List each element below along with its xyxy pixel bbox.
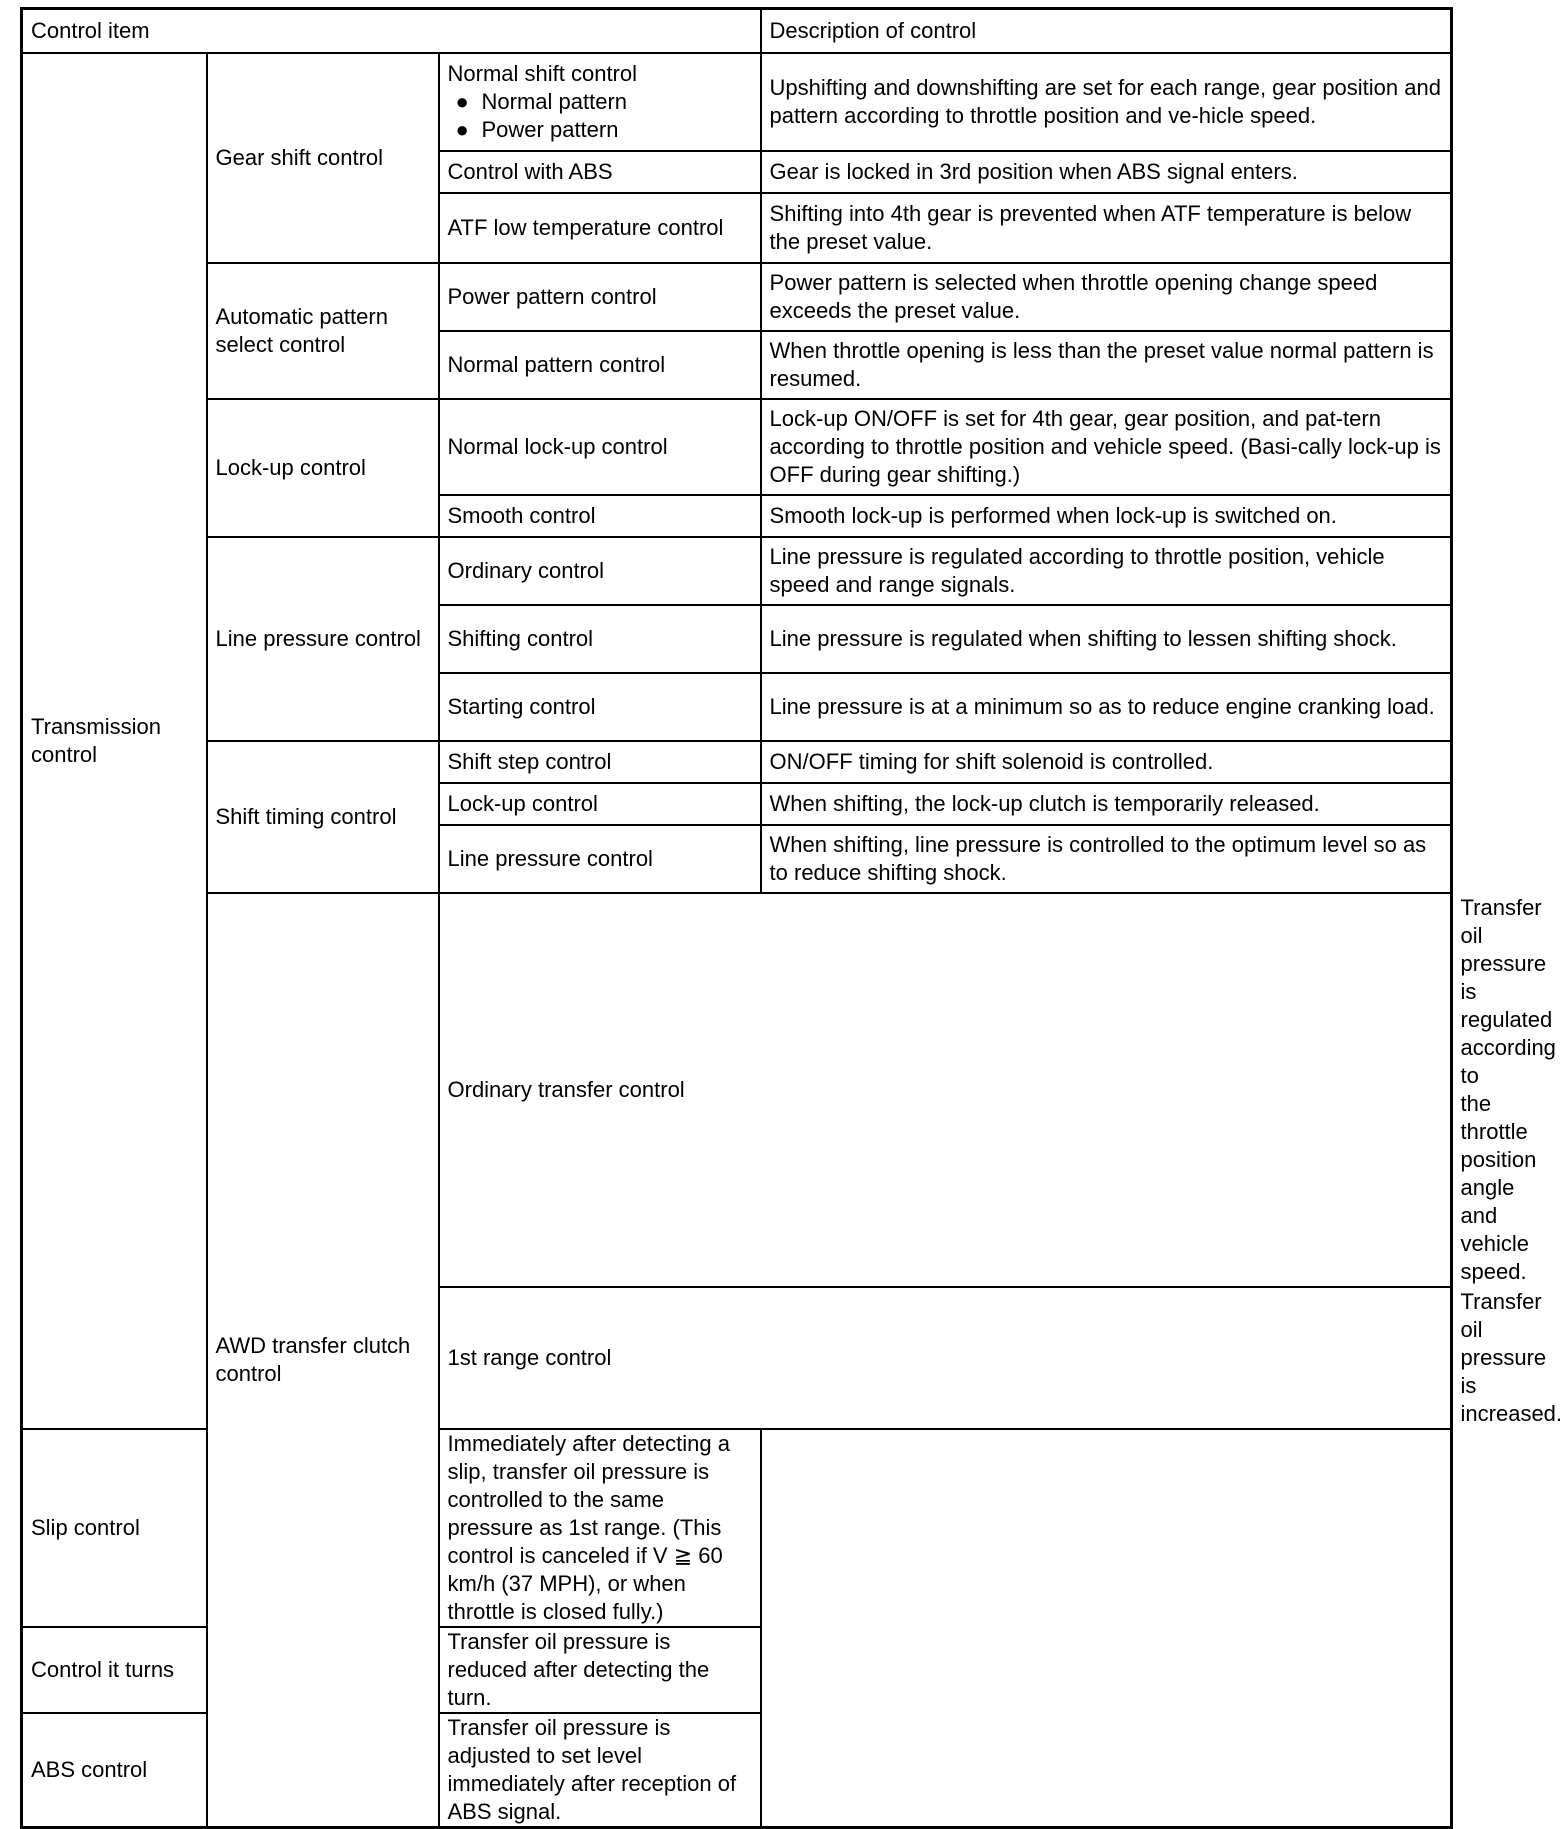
power-pattern-control-label: Power pattern control [439, 263, 761, 331]
power-pattern-label: Power pattern [481, 116, 619, 142]
shift-line-pressure-desc: When shifting, line pressure is controlled to the optimum level so as to reduce shifting shock. [761, 825, 1452, 893]
header-control-item: Control item [22, 9, 761, 53]
header-row [22, 9, 1452, 53]
table-row [22, 1627, 1452, 1713]
abs-control-label: ABS control [22, 1713, 439, 1828]
awd-transfer-label: AWD transfer clutch control [207, 893, 439, 1828]
shift-step-control-desc: ON/OFF timing for shift solenoid is controlled. [761, 741, 1452, 783]
shifting-control-desc: Line pressure is regulated when shifting to lessen shifting shock. [761, 605, 1452, 673]
smooth-control-label: Smooth control [439, 495, 761, 537]
transmission-control-label: Transmission control [22, 53, 207, 1429]
slip-control-label: Slip control [22, 1429, 439, 1627]
ordinary-control-label: Ordinary control [439, 537, 761, 605]
control-table [20, 7, 1562, 1829]
shift-step-control-label: Shift step control [439, 741, 761, 783]
power-pattern-control-desc: Power pattern is selected when throttle opening change speed exceeds the preset value. [761, 263, 1452, 331]
shifting-control-label: Shifting control [439, 605, 761, 673]
table-row [22, 537, 1452, 605]
atf-low-temp-desc: Shifting into 4th gear is prevented when ATF temperature is below the preset value. [761, 193, 1452, 263]
control-with-abs-label: Control with ABS [439, 151, 761, 193]
bullet-icon: ● [455, 88, 469, 114]
table-row [22, 741, 1452, 783]
normal-lockup-control-label: Normal lock-up control [439, 399, 761, 495]
table-row [22, 263, 1452, 331]
gear-shift-control-label: Gear shift control [207, 53, 439, 263]
starting-control-label: Starting control [439, 673, 761, 741]
normal-pattern-label: Normal pattern [481, 88, 628, 114]
header-description: Description of control [761, 9, 1452, 53]
shift-line-pressure-label: Line pressure control [439, 825, 761, 893]
table-row [22, 399, 1452, 495]
shift-lockup-control-label: Lock-up control [439, 783, 761, 825]
control-with-abs-desc: Gear is locked in 3rd position when ABS signal enters. [761, 151, 1452, 193]
table-row: AWD transfer clutch control Ordinary transfer control Transfer oil pressure is regulated according to the throttle position angle and vehicle speed. [22, 893, 1452, 1287]
bullet-icon: ● [455, 116, 469, 142]
table-row [22, 53, 1452, 151]
normal-lockup-control-desc: Lock-up ON/OFF is set for 4th gear, gear position, and pat-tern according to throttle position and vehicle speed. (Basi-cally lock-up is OFF during gear shifting.) [761, 399, 1452, 495]
smooth-control-desc: Smooth lock-up is performed when lock-up is switched on. [761, 495, 1452, 537]
starting-control-desc: Line pressure is at a minimum so as to reduce engine cranking load. [761, 673, 1452, 741]
line-pressure-control-label: Line pressure control [207, 537, 439, 741]
abs-control-desc: Transfer oil pressure is adjusted to set level immediately after reception of ABS signal. [439, 1713, 761, 1828]
normal-shift-control-title: Normal shift control [447, 60, 638, 86]
normal-pattern-item [448, 88, 752, 116]
normal-shift-control-cell [439, 53, 761, 151]
slip-control-desc: Immediately after detecting a slip, transfer oil pressure is controlled to the same pressure as 1st range. (This control is canceled if V ≧ 60 km/h (37 MPH), or when throttle is closed fully.) [439, 1429, 761, 1627]
power-pattern-item [448, 116, 752, 144]
atf-low-temp-label: ATF low temperature control [439, 193, 761, 263]
ordinary-control-desc: Line pressure is regulated according to throttle position, vehicle speed and range signals. [761, 537, 1452, 605]
control-it-turns-desc: Transfer oil pressure is reduced after detecting the turn. [439, 1627, 761, 1713]
normal-pattern-control-label: Normal pattern control [439, 331, 761, 399]
first-range-label: 1st range control [439, 1287, 1452, 1429]
control-it-turns-label: Control it turns [22, 1627, 439, 1713]
table-row [22, 1429, 1452, 1627]
auto-pattern-select-label: Automatic pattern select control [207, 263, 439, 399]
ordinary-transfer-label: Ordinary transfer control [439, 893, 1452, 1287]
shift-lockup-control-desc: When shifting, the lock-up clutch is temporarily released. [761, 783, 1452, 825]
normal-pattern-control-desc: When throttle opening is less than the preset value normal pattern is resumed. [761, 331, 1452, 399]
lockup-control-label: Lock-up control [207, 399, 439, 537]
shift-timing-control-label: Shift timing control [207, 741, 439, 893]
normal-shift-control-desc: Upshifting and downshifting are set for each range, gear position and pattern according to throttle position and ve-hicle speed. [761, 53, 1452, 151]
table-row: 1st range control Transfer oil pressure is increased. [22, 1287, 1452, 1429]
table-row [22, 1713, 1452, 1828]
